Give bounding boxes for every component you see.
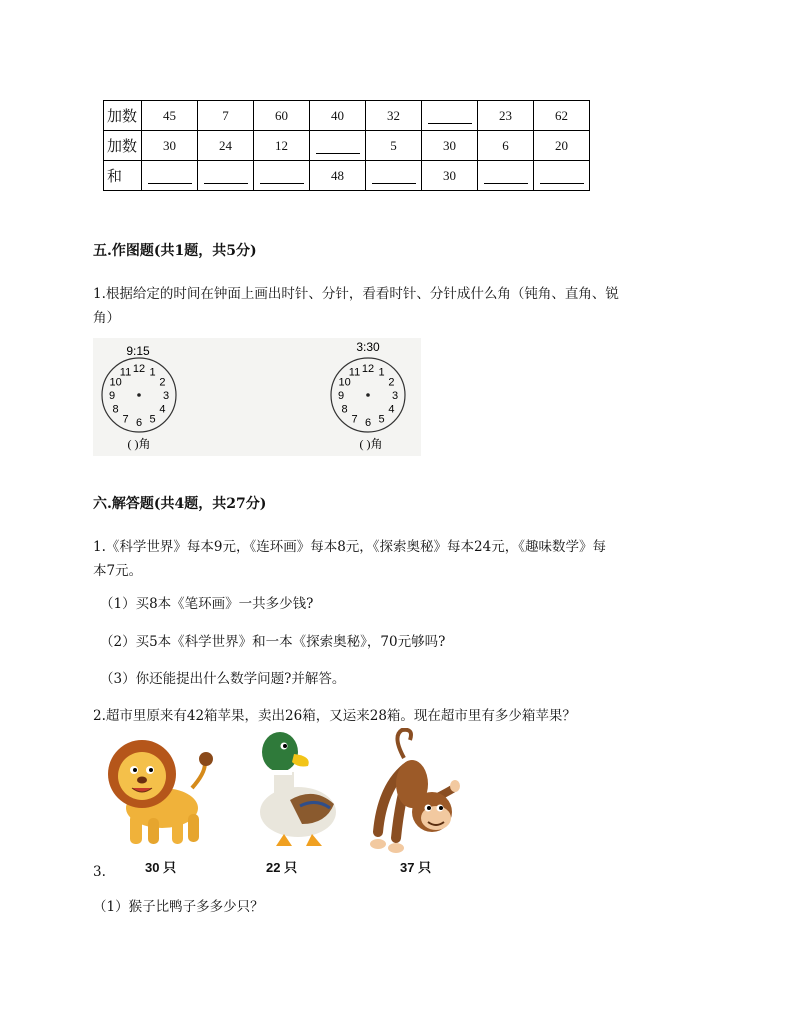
clock-numeral: 5: [378, 413, 385, 426]
row-label: 加数: [104, 101, 142, 131]
clock-numeral: 9: [337, 390, 345, 402]
blank-answer-cell: [422, 101, 478, 131]
lion-image: [100, 730, 215, 852]
clock-numeral: 2: [159, 376, 166, 389]
clock-numeral: 12: [361, 363, 375, 375]
fill-in-blank: [428, 111, 472, 124]
section6-heading: 六.解答题(共4题，共27分): [93, 496, 267, 512]
clock-numeral: 10: [338, 376, 351, 389]
clock-numeral: 3: [162, 390, 170, 402]
clock-numeral: 6: [364, 417, 372, 429]
table-row: [104, 101, 590, 131]
fill-in-blank: [316, 141, 360, 154]
section6-question-3-number: 3.: [93, 864, 106, 880]
blank-answer-cell: [534, 161, 590, 191]
clock1-center: [137, 393, 141, 397]
question-text-line: 本7元。: [93, 563, 143, 579]
clocks-figure: [93, 338, 421, 456]
fill-in-blank: [148, 171, 192, 184]
q1-subquestion-3: （3）你还能提出什么数学问题?并解答。: [100, 671, 346, 687]
section6-question-2: 2.超市里原来有42箱苹果，卖出26箱，又运来28箱。现在超市里有多少箱苹果？: [93, 708, 576, 724]
clock1-answer: ( )角: [127, 437, 151, 451]
duck-image: [250, 728, 345, 853]
clock2-center: [366, 393, 370, 397]
q3-subquestion-1: （1）猴子比鸭子多多少只？: [93, 899, 264, 915]
fill-in-blank: [540, 171, 584, 184]
clock-face-1: [102, 344, 176, 451]
fill-in-blank: [484, 171, 528, 184]
monkey-image: [362, 728, 462, 858]
clock2-answer: ( )角: [359, 437, 383, 451]
clock2-time: 3:30: [356, 340, 380, 354]
clock-numeral: 9: [108, 390, 116, 402]
blank-answer-cell: [142, 161, 198, 191]
clock-face-2: [331, 340, 405, 451]
clock-numeral: 11: [348, 366, 361, 379]
table-cell: 30: [422, 161, 478, 191]
clock-numeral: 3: [391, 390, 399, 402]
clock-numeral: 10: [109, 376, 122, 389]
clock-numeral: 7: [122, 413, 129, 426]
clock-numeral: 1: [378, 366, 385, 379]
clock-numeral: 1: [149, 366, 156, 379]
question-text-line: 1.《科学世界》每本9元，《连环画》每本8元，《探索奥秘》每本24元，《趣味数学》每: [93, 539, 606, 555]
table-cell: 23: [478, 101, 534, 131]
row-label: 和: [104, 161, 142, 191]
question-text-line: 1.根据给定的时间在钟面上画出时针、分针，看看时针、分针成什么角（钝角、直角、锐: [93, 286, 619, 302]
row-label: 加数: [104, 131, 142, 161]
blank-answer-cell: [198, 161, 254, 191]
table-cell: 30: [422, 131, 478, 161]
fill-in-blank: [372, 171, 416, 184]
blank-answer-cell: [478, 161, 534, 191]
table-cell: 62: [534, 101, 590, 131]
table-cell: 45: [142, 101, 198, 131]
clock-numeral: 4: [388, 403, 395, 416]
clock-numeral: 6: [135, 417, 143, 429]
table-cell: 30: [142, 131, 198, 161]
table-cell: 40: [310, 101, 366, 131]
table-cell: 32: [366, 101, 422, 131]
table-cell: 60: [254, 101, 310, 131]
clock1-time: 9:15: [126, 344, 150, 358]
table-cell: 24: [198, 131, 254, 161]
q1-subquestion-1: （1）买8本《笔环画》一共多少钱?: [100, 596, 314, 612]
section6-question-1: [93, 535, 713, 583]
q1-subquestion-2: （2）买5本《科学世界》和一本《探索奥秘》，70元够吗?: [100, 634, 446, 650]
blank-answer-cell: [310, 131, 366, 161]
blank-answer-cell: [254, 161, 310, 191]
clocks-svg: [93, 338, 421, 456]
clock-numeral: 12: [132, 363, 146, 375]
section5-heading: 五.作图题(共1题，共5分): [93, 243, 257, 259]
clock-numeral: 8: [112, 403, 119, 416]
clock-numeral: 7: [351, 413, 358, 426]
animals-figure: [100, 728, 470, 878]
fill-in-blank: [260, 171, 304, 184]
table-cell: 6: [478, 131, 534, 161]
lion-count: 30 只: [145, 860, 177, 875]
clock-numeral: 8: [341, 403, 348, 416]
addition-table: [103, 100, 590, 191]
monkey-count: 37 只: [400, 860, 432, 875]
table-row: [104, 161, 590, 191]
fill-in-blank: [204, 171, 248, 184]
table-row: [104, 131, 590, 161]
blank-answer-cell: [366, 161, 422, 191]
duck-count: 22 只: [266, 860, 298, 875]
clock-numeral: 5: [149, 413, 156, 426]
section5-question-1: [93, 282, 713, 330]
table-cell: 48: [310, 161, 366, 191]
table-cell: 20: [534, 131, 590, 161]
clock-numeral: 2: [388, 376, 395, 389]
table-cell: 12: [254, 131, 310, 161]
clock-numeral: 11: [119, 366, 132, 379]
table-cell: 7: [198, 101, 254, 131]
question-text-line: 角）: [93, 310, 120, 326]
table-cell: 5: [366, 131, 422, 161]
clock-numeral: 4: [159, 403, 166, 416]
